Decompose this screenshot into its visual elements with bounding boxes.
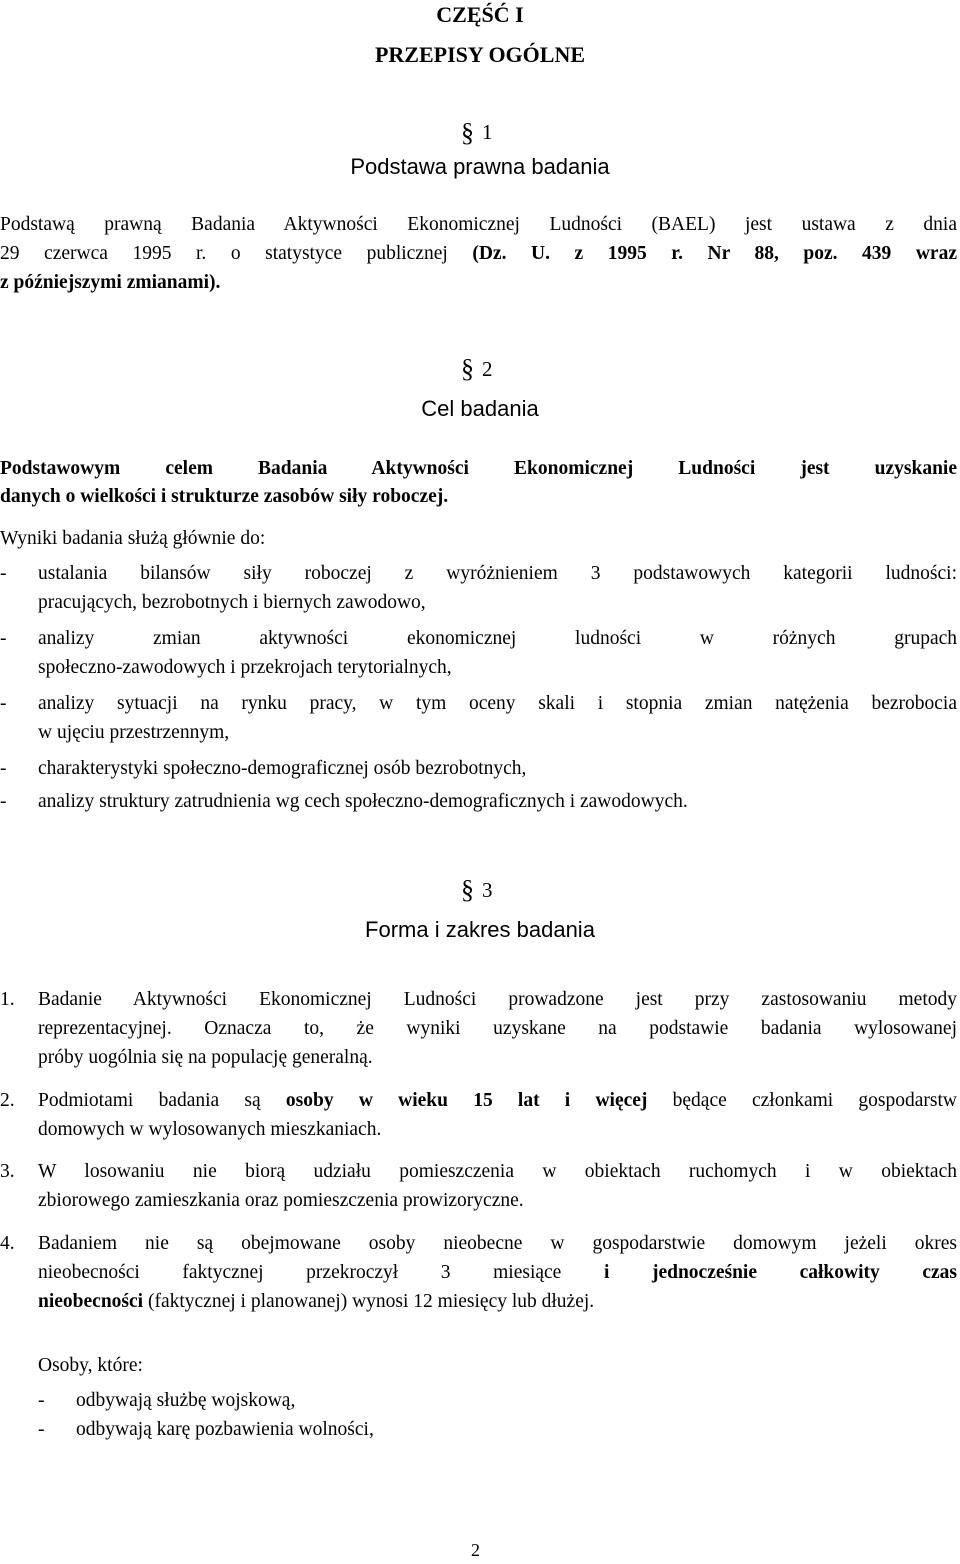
list-intro: Wyniki badania służą głównie do: — [0, 528, 266, 549]
paragraph-line: Podstawowym celem Badania Aktywności Ekonomicznej Ludności jest uzyskanie — [0, 458, 957, 479]
point-line: Podmiotami badania są osoby w wieku 15 lat i więcej będące członkami gospodarstw — [38, 1090, 958, 1111]
list-item: charakterystyki społeczno-demograficznej osób bezrobotnych, — [38, 758, 527, 779]
part-title: CZĘŚĆ I — [436, 2, 524, 27]
section-title: Cel badania — [421, 396, 539, 421]
list-item: ustalania bilansów siły roboczej z wyróżnieniem 3 podstawowych kategorii ludności: — [38, 563, 957, 584]
section-symbol: § — [461, 875, 474, 904]
list-dash: - — [0, 791, 7, 812]
point-number: 1. — [0, 989, 15, 1010]
section-number: 1 — [482, 120, 493, 144]
list-intro: Osoby, które: — [38, 1355, 143, 1376]
list-item: analizy struktury zatrudnienia wg cech społeczno-demograficznych i zawodowych. — [38, 791, 688, 812]
list-item: analizy zmian aktywności ekonomicznej ludności w różnych grupach — [38, 628, 957, 649]
list-item: w ujęciu przestrzennym, — [38, 722, 230, 743]
point-line: zbiorowego zamieszkania oraz pomieszczenia prowizoryczne. — [38, 1190, 524, 1211]
paragraph-line: danych o wielkości i strukturze zasobów siły roboczej. — [0, 486, 449, 507]
point-line: nieobecności faktycznej przekroczył 3 miesiące i jednocześnie całkowity czas — [38, 1262, 957, 1283]
list-dash: - — [0, 628, 7, 649]
point-line: Badaniem nie są obejmowane osoby nieobecne w gospodarstwie domowym jeżeli okres — [38, 1233, 957, 1254]
list-item: odbywają służbę wojskową, — [76, 1390, 296, 1411]
section-symbol: § — [461, 118, 474, 147]
paragraph-line: 29 czerwca 1995 r. o statystyce publicznej (Dz. U. z 1995 r. Nr 88, poz. 439 wraz — [0, 243, 957, 264]
list-dash: - — [38, 1390, 45, 1411]
point-line: próby uogólnia się na populację generalną. — [38, 1047, 373, 1068]
section-symbol: § — [461, 354, 474, 383]
list-item: pracujących, bezrobotnych i biernych zawodowo, — [38, 592, 426, 613]
paragraph-line: z późniejszymi zmianami). — [0, 272, 221, 293]
point-line: Badanie Aktywności Ekonomicznej Ludności prowadzone jest przy zastosowaniu metody — [38, 989, 957, 1010]
point-number: 2. — [0, 1090, 15, 1111]
paragraph-line: Podstawą prawną Badania Aktywności Ekonomicznej Ludności (BAEL) jest ustawa z dnia — [0, 214, 957, 235]
list-dash: - — [0, 758, 7, 779]
point-line: W losowaniu nie biorą udziału pomieszczenia w obiektach ruchomych i w obiektach — [38, 1161, 957, 1182]
section-title: Podstawa prawna badania — [350, 154, 610, 179]
point-line: reprezentacyjnej. Oznacza to, że wyniki uzyskane na podstawie badania wylosowanej — [38, 1018, 957, 1039]
page-number: 2 — [471, 1540, 480, 1560]
point-number: 4. — [0, 1233, 15, 1254]
list-item: odbywają karę pozbawienia wolności, — [76, 1419, 374, 1440]
point-line: nieobecności (faktycznej i planowanej) wynosi 12 miesięcy lub dłużej. — [38, 1291, 595, 1312]
point-number: 3. — [0, 1161, 15, 1182]
list-dash: - — [38, 1419, 45, 1440]
list-dash: - — [0, 563, 7, 584]
section-number: 2 — [482, 357, 493, 381]
part-subtitle: PRZEPISY OGÓLNE — [374, 42, 586, 67]
section-number: 3 — [482, 878, 493, 902]
list-dash: - — [0, 693, 7, 714]
list-item: analizy sytuacji na rynku pracy, w tym oceny skali i stopnia zmian natężenia bezrobocia — [38, 693, 957, 714]
list-item: społeczno-zawodowych i przekrojach terytorialnych, — [38, 657, 452, 678]
section-title: Forma i zakres badania — [365, 917, 595, 942]
point-line: domowych w wylosowanych mieszkaniach. — [38, 1119, 382, 1140]
